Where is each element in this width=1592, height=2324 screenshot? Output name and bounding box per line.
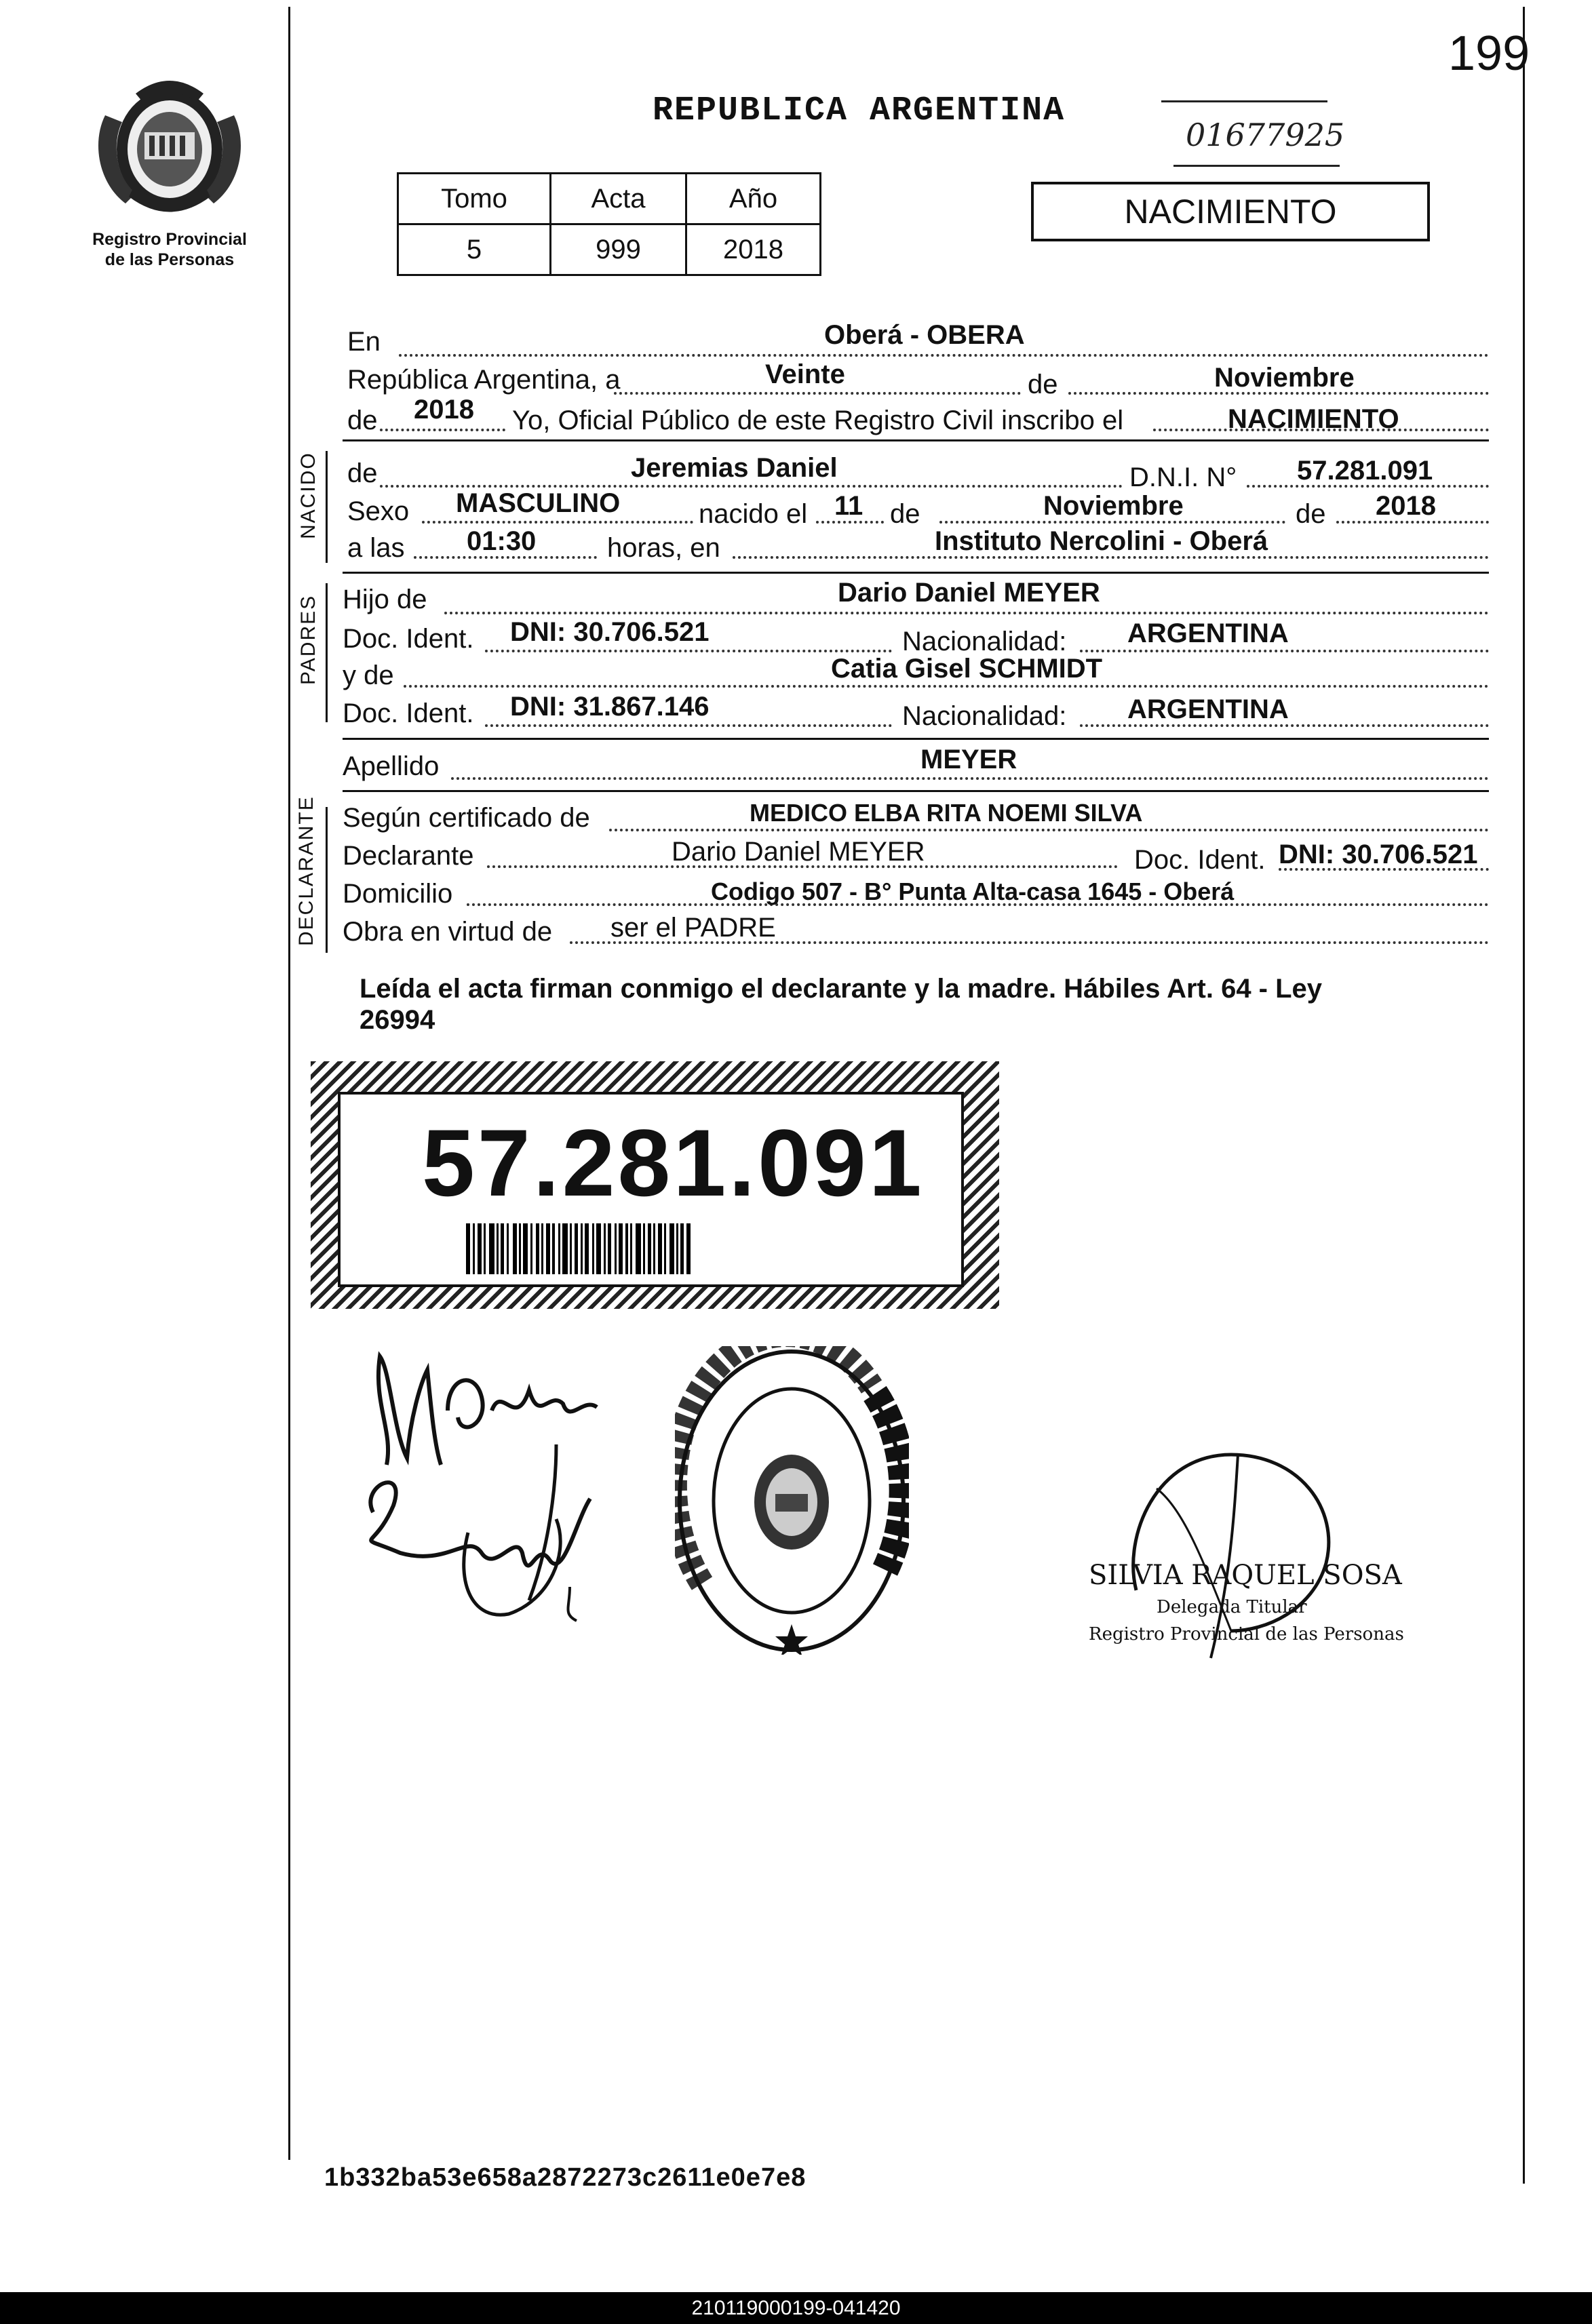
nacido-nombre: Jeremias Daniel xyxy=(631,453,838,483)
domicilio-value: Codigo 507 - B° Punta Alta-casa 1645 - Oberá xyxy=(711,878,1235,905)
madre-nacionalidad: ARGENTINA xyxy=(1127,694,1289,724)
crest-emblem-icon xyxy=(85,68,254,224)
madre-nacionalidad-label: Nacionalidad: xyxy=(902,701,1067,731)
official-org: Registro Provincial de las Personas xyxy=(1089,1624,1404,1644)
dni-sticker xyxy=(311,1061,999,1309)
dni-card xyxy=(338,1092,964,1287)
document-type-box: NACIMIENTO xyxy=(1031,182,1430,241)
padre-nacionalidad: ARGENTINA xyxy=(1127,618,1289,648)
certificado-label: Según certificado de xyxy=(343,803,590,833)
horas-en-label: horas, en xyxy=(607,533,720,563)
nacido-nombre-dots xyxy=(380,485,1123,488)
declarante-doc-label: Doc. Ident. xyxy=(1134,845,1266,875)
nacido-de-mes-label: de xyxy=(890,499,920,529)
page-number: 199 xyxy=(1448,26,1530,81)
value-acta: 999 xyxy=(551,224,686,275)
serial-number: 01677925 xyxy=(1186,117,1345,153)
sexo-dots xyxy=(422,521,693,524)
en-label: En xyxy=(347,327,381,357)
nacido-de-anio-label: de xyxy=(1296,499,1326,529)
obra-label: Obra en virtud de xyxy=(343,917,553,947)
legal-text xyxy=(360,973,1513,1036)
province-crest xyxy=(85,68,254,224)
declarante-doc-dots xyxy=(1279,868,1489,871)
header-acta: Acta xyxy=(551,174,686,224)
certificado-dots xyxy=(609,829,1489,831)
header-tomo: Tomo xyxy=(398,174,551,224)
apellido-dots xyxy=(451,777,1489,780)
padre-doc: DNI: 30.706.521 xyxy=(510,617,710,647)
footer-bar xyxy=(0,2292,1592,2324)
serial-rule xyxy=(1161,100,1327,102)
nacido-de-label: de xyxy=(347,458,378,488)
official-seal xyxy=(675,1346,909,1655)
left-margin-rule xyxy=(288,7,290,2160)
nacido-mes: Noviembre xyxy=(1043,491,1184,521)
de-label: de xyxy=(1028,370,1058,399)
padre-doc-label: Doc. Ident. xyxy=(343,624,474,654)
separator-2 xyxy=(343,572,1489,574)
obra-value: ser el PADRE xyxy=(610,913,776,943)
republica-label: República Argentina, a xyxy=(347,365,621,395)
madre-doc-dots xyxy=(485,724,892,727)
nacido-dia: 11 xyxy=(834,491,863,521)
sexo-value: MASCULINO xyxy=(456,488,621,518)
padre-nac-dots xyxy=(1080,650,1489,652)
document-hash: 1b332ba53e658a2872273c2611e0e7e8 xyxy=(324,2163,807,2192)
declarante-bracket xyxy=(326,807,328,953)
nacido-el-label: nacido el xyxy=(699,499,808,529)
madre-doc-label: Doc. Ident. xyxy=(343,698,474,728)
madre-nombre: Catia Gisel SCHMIDT xyxy=(831,654,1103,684)
separator-3 xyxy=(343,738,1489,740)
anio-dots xyxy=(380,429,505,431)
separator-4 xyxy=(343,790,1489,792)
certificado-value: MEDICO ELBA RITA NOEMI SILVA xyxy=(750,799,1143,827)
official-title: Delegada Titular xyxy=(1157,1597,1307,1617)
padre-doc-dots xyxy=(485,650,892,652)
padre-nombre-dots xyxy=(444,612,1489,614)
padres-section-label: PADRES xyxy=(297,594,319,685)
footer-code: 210119000199-041420 xyxy=(691,2297,901,2319)
madre-nombre-dots xyxy=(404,685,1489,688)
en-dots xyxy=(399,354,1489,357)
inscribo-value: NACIMIENTO xyxy=(1228,404,1399,434)
sexo-label: Sexo xyxy=(347,496,410,526)
value-tomo: 5 xyxy=(398,224,551,275)
oficial-text: Yo, Oficial Público de este Registro Civil inscribo el xyxy=(512,406,1124,435)
nacido-dni: 57.281.091 xyxy=(1297,456,1433,486)
dni-barcode xyxy=(466,1223,846,1274)
legal-text-line-1: Leída el acta firman conmigo el declarante y la madre. Hábiles Art. 64 - Ley xyxy=(360,974,1323,1004)
padre-nacionalidad-label: Nacionalidad: xyxy=(902,627,1067,656)
record-table-value-row xyxy=(398,224,821,275)
anio-value: 2018 xyxy=(414,395,474,425)
en-value: Oberá - OBERA xyxy=(824,320,1025,350)
hijo-de-label: Hijo de xyxy=(343,585,427,614)
y-de-label: y de xyxy=(343,661,394,690)
header-anio: Año xyxy=(686,174,821,224)
nacido-section-label: NACIDO xyxy=(297,452,319,539)
registry-line-1: Registro Provincial xyxy=(92,230,247,249)
a-las-label: a las xyxy=(347,533,405,563)
nacido-bracket xyxy=(326,451,328,563)
page-title: REPUBLICA ARGENTINA xyxy=(653,92,1066,130)
declarante-section-label: DECLARANTE xyxy=(295,795,317,946)
value-anio: 2018 xyxy=(686,224,821,275)
dni-number: 57.281.091 xyxy=(422,1109,925,1216)
record-table-header-row xyxy=(398,174,821,224)
registry-line-2: de las Personas xyxy=(104,250,235,269)
madre-doc: DNI: 31.867.146 xyxy=(510,692,710,722)
separator-1 xyxy=(343,439,1489,441)
nacido-anio: 2018 xyxy=(1376,491,1436,521)
domicilio-label: Domicilio xyxy=(343,879,453,909)
republica-dots-1 xyxy=(614,392,1021,395)
apellido-label: Apellido xyxy=(343,751,440,781)
dia-value: Veinte xyxy=(765,359,845,389)
de2-label: de xyxy=(347,406,378,435)
padres-bracket xyxy=(326,583,328,722)
record-table xyxy=(397,172,821,276)
official-name: SILVIA RAQUEL SOSA xyxy=(1089,1560,1402,1591)
serial-underline xyxy=(1173,165,1340,167)
right-margin-rule xyxy=(1523,7,1525,2184)
nacido-dni-label: D.N.I. N° xyxy=(1129,462,1237,492)
registry-caption xyxy=(64,229,275,270)
mes-value: Noviembre xyxy=(1214,363,1355,393)
apellido-value: MEYER xyxy=(920,745,1017,774)
declarante-label: Declarante xyxy=(343,841,474,871)
padre-nombre: Dario Daniel MEYER xyxy=(838,578,1100,608)
legal-text-line-2: 26994 xyxy=(360,1005,435,1035)
hora-value: 01:30 xyxy=(467,526,537,556)
declarante-doc: DNI: 30.706.521 xyxy=(1279,840,1478,869)
lugar-value: Instituto Nercolini - Oberá xyxy=(935,526,1268,556)
seal-icon xyxy=(675,1346,909,1655)
declarante-value: Dario Daniel MEYER xyxy=(672,837,925,867)
declarante-signature xyxy=(346,1329,699,1668)
